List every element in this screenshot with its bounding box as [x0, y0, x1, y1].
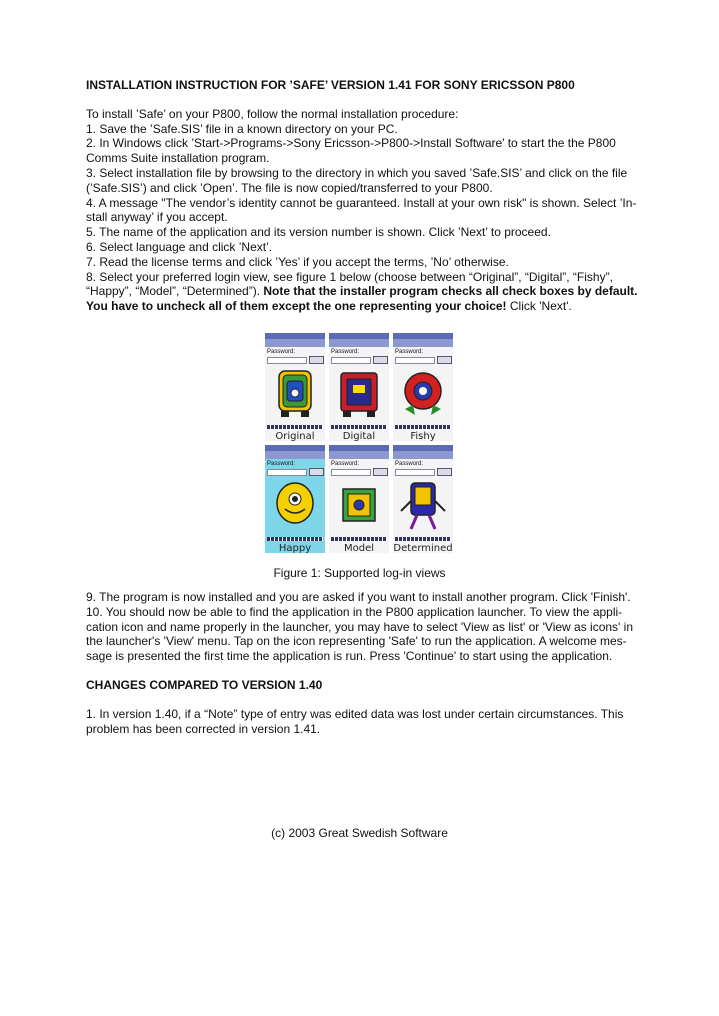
password-label: Password:: [395, 461, 424, 467]
password-label: Password:: [267, 461, 296, 467]
login-view-model: [329, 445, 389, 553]
view-label-digital: Digital: [342, 431, 376, 442]
login-view-fishy: [393, 333, 453, 441]
step-9: 9. The program is now installed and you are asked if you want to install another program. Click 'Finish'.: [86, 590, 631, 604]
step-8-tail: Click 'Next'.: [509, 299, 572, 314]
step-4: 4. A message "The vendor’s identity cannot be guaranteed. Install at your own risk" is shown. Select ’In-stall anyway’ if you accept.: [86, 195, 637, 225]
change-1: 1. In version 1.40, if a “Note” type of entry was edited data was lost under certain circumstances. This problem has been corrected in version 1.41.: [86, 706, 624, 736]
login-view-determined: [393, 445, 453, 553]
step-8-note: Note that the installer program checks all check boxes by default. You have to uncheck all of them except the one representing your choice!: [86, 284, 638, 314]
view-label-determined: Determined: [393, 543, 453, 554]
safe-fishy-icon: [395, 365, 451, 423]
view-label-model: Model: [343, 543, 375, 554]
instruction-body: [86, 78, 646, 314]
copyright-footer: (c) 2003 Great Swedish Software: [271, 826, 448, 840]
password-label: Password:: [267, 349, 296, 355]
step-5: 5. The name of the application and its version number is shown. Click ’Next’ to proceed.: [86, 225, 551, 240]
intro-text: To install ’Safe’ on your P800, follow the normal installation procedure:: [86, 106, 459, 121]
view-label-original: Original: [275, 431, 315, 442]
safe-model-icon: [331, 477, 387, 535]
figure-caption: Figure 1: Supported log-in views: [273, 566, 446, 580]
login-view-happy: [265, 445, 325, 553]
document-title: INSTALLATION INSTRUCTION FOR ’SAFE’ VERSION 1.41 FOR SONY ERICSSON P800: [86, 78, 575, 92]
step-8-text: 8. Select your preferred login view, see figure 1 below (choose between “Original”, “Digital”, “Fishy”, “Happy”, “Model”, “Determined”).: [86, 269, 613, 299]
safe-happy-icon: [267, 477, 323, 535]
safe-determined-icon: [395, 477, 451, 535]
post-figure-text: [86, 590, 646, 736]
step-10: 10. You should now be able to find the application in the P800 application launcher. To view the appli-cation icon and name properly in the launcher, you may have to select 'View as list' or 'View as icons' in the launcher's 'View' menu. Tap on the icon representing 'Safe' to run the application. A welcome mes-sage is presented the first time the application is run. Press 'Continue' to start using the application.: [86, 604, 634, 664]
password-label: Password:: [395, 349, 424, 355]
step-8: [86, 270, 646, 314]
login-view-original: [265, 333, 325, 441]
password-label: Password:: [331, 349, 360, 355]
step-1: 1. Save the ’Safe.SIS’ file in a known directory on your PC.: [86, 121, 398, 136]
safe-original-icon: [267, 365, 323, 423]
step-6: 6. Select language and click ’Next’.: [86, 239, 273, 254]
view-label-happy: Happy: [278, 543, 312, 554]
view-label-fishy: Fishy: [410, 431, 436, 442]
step-3: 3. Select installation file by browsing to the directory in which you saved ’Safe.SIS’ and click on the file (’Safe.SIS’) and click ’Open’. The file is now copied/transferred to your P800.: [86, 165, 628, 195]
changes-heading: CHANGES COMPARED TO VERSION 1.40: [86, 677, 323, 692]
login-view-digital: [329, 333, 389, 441]
step-7: 7. Read the license terms and click ’Yes’ if you accept the terms, ’No’ otherwise.: [86, 254, 509, 269]
login-views-figure: [265, 333, 453, 555]
safe-digital-icon: [331, 365, 387, 423]
step-2: 2. In Windows click ’Start->Programs->Sony Ericsson->P800->Install Software’ to start the the P800 Comms Suite installation program.: [86, 136, 616, 166]
password-label: Password:: [331, 461, 360, 467]
